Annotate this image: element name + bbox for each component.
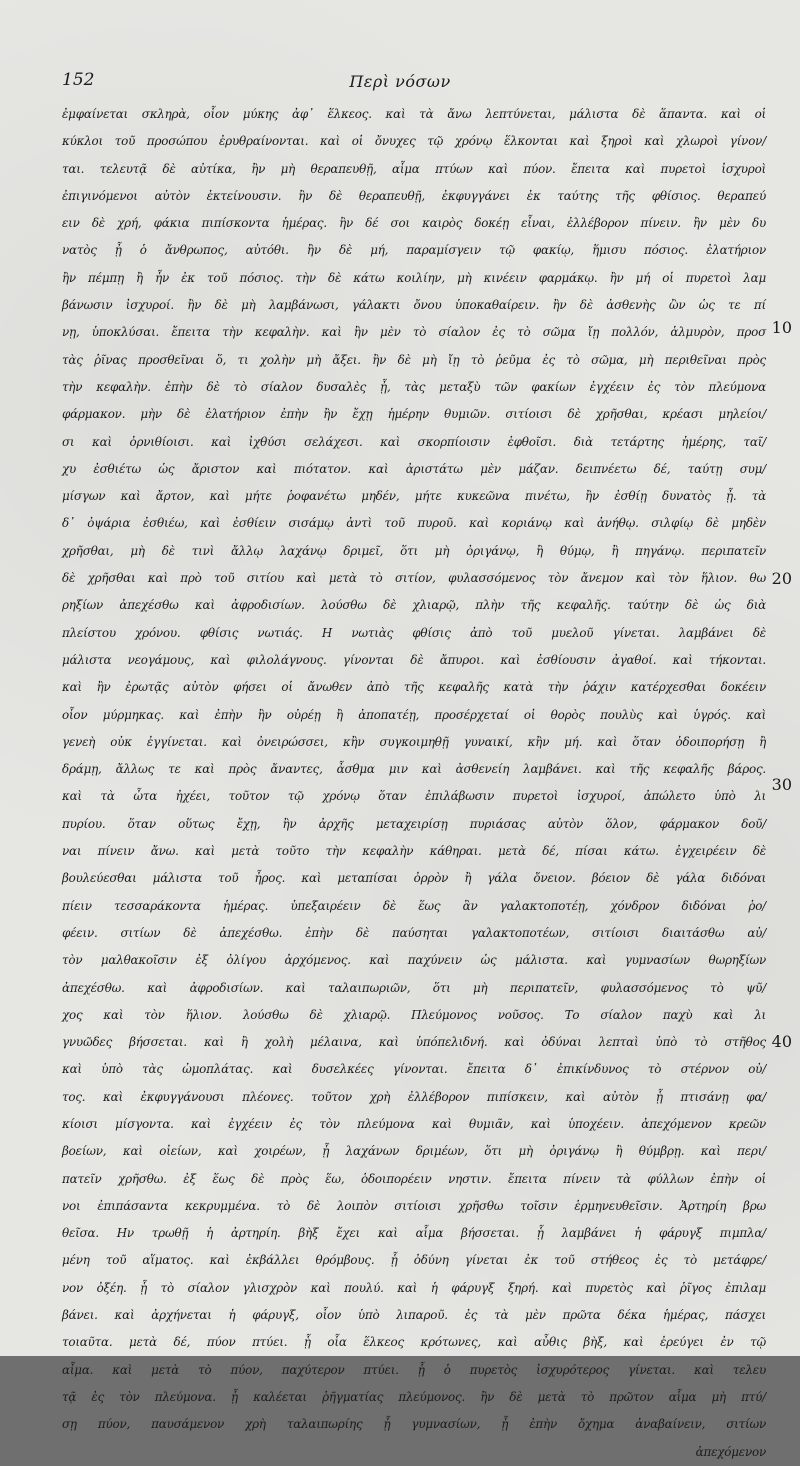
line-number-marker: 40 — [771, 1032, 792, 1051]
text-line: δὲ χρῆσθαι καὶ πρὸ τοῦ σιτίου καὶ μετὰ τὸ σιτίον, φυλασσόμενος τὸν ἄνεμον καὶ τὸν ἥλιον. θω — [62, 571, 766, 586]
text-line: ται. τελευτᾷ δὲ αὐτίκα, ἢν μὴ θεραπευθῇ, αἷμα πτύων καὶ πύον. ἔπειτα καὶ πυρετοὶ ἰσχυροὶ — [62, 161, 766, 176]
text-line: νατὸς ᾖ ὁ ἄνθρωπος, αὐτόθι. ἢν δὲ μή, παραμίσγειν τῷ φακίῳ, ἥμισυ πόσιος. ἐλατήριον — [62, 243, 766, 258]
text-line: αἷμα. καὶ μετὰ τὸ πύον, παχύτερον πτύει. ᾗ ὁ πυρετὸς ἰσχυρότερος γίνεται. καὶ τελευ — [62, 1362, 766, 1377]
text-line: χος καὶ τὸν ἥλιον. λούσθω δὲ χλιαρῷ. Πλεύμονος νοῦσος. Το σίαλον παχὺ καὶ λι — [62, 1007, 766, 1022]
text-line: πίειν τεσσαράκοντα ἡμέρας. ὑπεξαιρέειν δὲ ἕως ἂν γαλακτοποτέῃ, χόνδρον διδόναι ῥο/ — [62, 898, 766, 913]
text-line: μένη τοῦ αἵματος. καὶ ἐκβάλλει θρόμβους. ᾗ ὀδύνη γίνεται ἐκ τοῦ στήθεος ἐς τὸ μετάφρε/ — [62, 1253, 766, 1268]
body-text — [62, 101, 766, 1459]
text-line: βάνωσιν ἰσχυροί. ἢν δὲ μὴ λαμβάνωσι, γάλακτι ὄνου ὑποκαθαίρειν. ἢν δὲ ἀσθενὴς ὢν ὡς τε πί — [62, 298, 766, 313]
text-line: σι καὶ ὀρνιθίοισι. καὶ ἰχθύσι σελάχεσι. καὶ σκορπίοισιν ἑφθοῖσι. διὰ τετάρτης ἡμέρης, ταῖ/ — [62, 434, 766, 449]
page-number: 152 — [62, 70, 95, 90]
text-line: δ᾽ ὀψάρια ἐσθιέω, καὶ ἐσθίειν σισάμῳ ἀντὶ τοῦ πυροῦ. καὶ κοριάνῳ καὶ ἀνήθῳ. σιλφίῳ δὲ μηδὲν — [62, 516, 766, 531]
page-header — [62, 70, 738, 100]
text-line: βοείων, καὶ οἰείων, καὶ χοιρέων, ᾗ λαχάνων δριμέων, ὅτι μὴ ὀριγάνῳ ἢ θύμβρῃ. καὶ περι/ — [62, 1144, 766, 1159]
text-line: καὶ ὑπὸ τὰς ὠμοπλάτας. καὶ δυσελκέες γίνονται. ἔπειτα δ᾽ ἐπικίνδυνος τὸ στέρνον οὐ/ — [62, 1062, 766, 1077]
text-line: φάρμακον. μὴν δὲ ἐλατήριον ἐπὴν ἢν ἔχῃ ἡμέρην θυμιῶν. σιτίοισι δὲ χρῆσθαι, κρέασι μηλείοι/ — [62, 407, 766, 422]
text-line: κύκλοι τοῦ προσώπου ἐρυθραίνονται. καὶ οἱ ὄνυχες τῷ χρόνῳ ἕλκονται καὶ ξηροὶ καὶ χλωροὶ γίνον/ — [62, 134, 766, 149]
text-line: γενεὴ οὐκ ἐγγίνεται. καὶ ὀνειρώσσει, κἢν συγκοιμηθῇ γυναικί, κἢν μή. καὶ ὅταν ὁδοιπορήσῃ ἢ — [62, 734, 766, 749]
text-line: νοι ἐπιπάσαντα κεκρυμμένα. τὸ δὲ λοιπὸν σιτίοισι χρῆσθω τοῖσιν ἑρμηνευθεῖσιν. Ἀρτηρίη βρω — [62, 1198, 766, 1213]
text-line: πατεῖν χρῆσθω. ἐξ ἕως δὲ πρὸς ἕω, ὁδοιπορέειν νηστιν. ἔπειτα πίνειν τὰ φύλλων ἐπὴν οἱ — [62, 1171, 766, 1186]
running-title: Περὶ νόσων — [349, 72, 451, 91]
line-number-marker: 30 — [771, 775, 792, 794]
text-line: καὶ τὰ ὦτα ἠχέει, τοῦτον τῷ χρόνῳ ὅταν ἐπιλάβωσιν πυρετοὶ ἰσχυροί, ἀπώλετο ὑπὸ λι — [62, 789, 766, 804]
text-line: χυ ἐσθιέτω ὡς ἄριστον καὶ πιότατον. καὶ ἀριστάτω μὲν μάζαν. δειπνέετω δέ, ταύτῃ συμ/ — [62, 461, 766, 476]
text-line: μίσγων καὶ ἄρτον, καὶ μήτε ῥοφανέτω μηδέν, μήτε κυκεῶνα πινέτω, ἢν ἐσθίῃ δυνατὸς ᾖ. τὰ — [62, 489, 766, 504]
text-line: βάνει. καὶ ἀρχήνεται ἡ φάρυγξ, οἷον ὑπὸ λιπαροῦ. ἐς τὰ μὲν πρῶτα δέκα ἡμέρας, πάσχει — [62, 1308, 766, 1323]
text-line: νον ὀξέη. ᾗ τὸ σίαλον γλισχρὸν καὶ πουλύ. καὶ ἡ φάρυγξ ξηρή. καὶ πυρετὸς καὶ ῥῖγος ἐπιλαμ — [62, 1280, 766, 1295]
text-line: μάλιστα νεογάμους, καὶ φιλολάγνους. γίνονται δὲ ἄπυροι. καὶ ἐσθίουσιν ἀγαθοί. καὶ τήκονται. — [62, 652, 766, 667]
text-line: σῃ πύον, παυσάμενον χρὴ ταλαιπωρίης ᾗ γυμνασίων, ᾗ ἐπὴν ὄχημα ἀναβαίνειν, σιτίων — [62, 1417, 766, 1432]
line-number-marker: 20 — [771, 569, 792, 588]
text-line: φέειν. σιτίων δὲ ἀπεχέσθω. ἐπὴν δὲ παύσηται γαλακτοποτέων, σιτίοισι διαιτάσθω αὐ/ — [62, 925, 766, 940]
text-line: χρῆσθαι, μὴ δὲ τινὶ ἄλλῳ λαχάνῳ δριμεῖ, ὅτι μὴ ὀριγάνῳ, ἢ θύμῳ, ἢ πηγάνῳ. περιπατεῖν — [62, 543, 766, 558]
line-number-marker: 10 — [771, 318, 792, 337]
text-line: ειν δὲ χρή, φάκια πιπίσκοντα ἡμέρας. ἢν δέ σοι καιρὸς δοκέῃ εἶναι, ἐλλέβορον πίνειν. ἢν μὲν δυ — [62, 216, 766, 231]
text-line: ἀπεχέσθω. καὶ ἀφροδισίων. καὶ ταλαιπωριῶν, ὅτι μὴ περιπατεῖν, φυλασσόμενος τὸ ψῦ/ — [62, 980, 766, 995]
text-line: κίοισι μίσγοντα. καὶ ἐγχέειν ἐς τὸν πλεύμονα καὶ θυμιᾶν, καὶ ὑποχέειν. ἀπεχόμενον κρεῶν — [62, 1116, 766, 1131]
text-line: βουλεύεσθαι μάλιστα τοῦ ἦρος. καὶ μεταπίσαι ὀρρὸν ἢ γάλα ὄνειον. βόειον δὲ γάλα διδόναι — [62, 871, 766, 886]
text-line: τος. καὶ ἐκφυγγάνουσι πλέονες. τοῦτον χρὴ ἐλλέβορον πιπίσκειν, καὶ αὐτὸν ᾗ πτισάνῃ φα/ — [62, 1089, 766, 1104]
text-line: νῃ, ὑποκλύσαι. ἔπειτα τὴν κεφαλὴν. καὶ ἢν μὲν τὸ σίαλον ἐς τὸ σῶμα ἴῃ πολλόν, ἁλμυρὸν, προσ — [62, 325, 766, 340]
text-line: ἐμφαίνεται σκληρὰ, οἷον μύκης ἀφ᾽ ἕλκεος. καὶ τὰ ἄνω λεπτύνεται, μάλιστα δὲ ἅπαντα. καὶ οἱ — [62, 107, 766, 121]
text-line: οἷον μύρμηκας. καὶ ἐπὴν ἢν οὐρέῃ ἢ ἀποπατέῃ, προσέρχεταί οἱ θορὸς πουλὺς καὶ ὑγρός. καὶ — [62, 707, 766, 722]
text-line: πλείστου χρόνου. φθίσις νωτιάς. Η νωτιὰς φθίσις ἀπὸ τοῦ μυελοῦ γίνεται. λαμβάνει δὲ — [62, 625, 766, 640]
text-line: ἢν πέμπῃ ἢ ἦν ἐκ τοῦ πόσιος. τὴν δὲ κάτω κοιλίην, μὴ κινέειν φαρμάκῳ. ἢν μή οἱ πυρετοὶ λαμ — [62, 270, 766, 285]
text-line: ἀπεχόμενον — [695, 1444, 766, 1459]
text-line: ἐπιγινόμενοι αὐτὸν ἐκτείνουσιν. ἢν δὲ θεραπευθῇ, ἐκφυγγάνει ἐκ ταύτης τῆς φθίσιος. θεραπεύ — [62, 188, 766, 203]
text-line: τὸν μαλθακοῖσιν ἐξ ὀλίγου ἀρχόμενος. καὶ παχύνειν ὡς μάλιστα. καὶ γυμνασίων θωρηξίων — [62, 953, 766, 968]
text-line: τὴν κεφαλὴν. ἐπὴν δὲ τὸ σίαλον δυσαλὲς ᾖ, τὰς μεταξὺ τῶν φακίων ἐγχέειν ἐς τὸν πλεύμονα — [62, 379, 766, 394]
text-line: πυρίου. ὅταν οὕτως ἔχῃ, ἢν ἀρχῆς μεταχειρίσῃ πυριάσας αὐτὸν ὅλον, φάρμακον δοῦ/ — [62, 816, 766, 831]
text-line: τὰς ῥῖνας προσθεῖναι ὅ, τι χολὴν μὴ ἄξει. ἢν δὲ μὴ ἴῃ τὸ ῥεῦμα ἐς τὸ σῶμα, μὴ περιθεῖναι πρὸς — [62, 352, 766, 367]
text-line: θεῖσα. Ην τρωθῇ ἡ ἀρτηρίη. βὴξ ἔχει καὶ αἷμα βήσσεται. ᾗ λαμβάνει ἡ φάρυγξ πιμπλα/ — [62, 1226, 766, 1241]
text-line: καὶ ἢν ἐρωτᾷς αὐτὸν φήσει οἱ ἄνωθεν ἀπὸ τῆς κεφαλῆς κατὰ τὴν ῥάχιν κατέρχεσθαι δοκέειν — [62, 680, 766, 695]
text-line: ναι πίνειν ἄνω. καὶ μετὰ τοῦτο τὴν κεφαλὴν κάθηραι. μετὰ δέ, πίσαι κάτω. ἐγχειρέειν δὲ — [62, 844, 766, 859]
text-line: ρηξίων ἀπεχέσθω καὶ ἀφροδισίων. λούσθω δὲ χλιαρῷ, πλὴν τῆς κεφαλῆς. ταύτην δὲ ὡς διὰ — [62, 598, 766, 613]
text-line: τοιαῦτα. μετὰ δέ, πύον πτύει. ᾗ οἷα ἕλκεος κρότωνες, καὶ αὖθις βὴξ, καὶ ἐρεύγει ἐν τῷ — [62, 1335, 766, 1350]
text-line: τᾷ ἐς τὸν πλεύμονα. ᾗ καλέεται ῥῆγματίας πλεύμονος. ἢν δὲ μετὰ τὸ πρῶτον αἷμα μὴ πτύ/ — [62, 1389, 766, 1404]
text-line: γνυῶδες βήσσεται. καὶ ἢ χολὴ μέλαινα, καὶ ὑπόπελιδνή. καὶ ὀδύναι λεπταὶ ὑπὸ τὸ στῆθος — [62, 1035, 766, 1050]
text-line: δράμῃ, ἄλλως τε καὶ πρὸς ἄναντες, ἆσθμα μιν καὶ ἀσθενείη λαμβάνει. καὶ τῆς κεφαλῆς βάρος. — [62, 762, 766, 777]
